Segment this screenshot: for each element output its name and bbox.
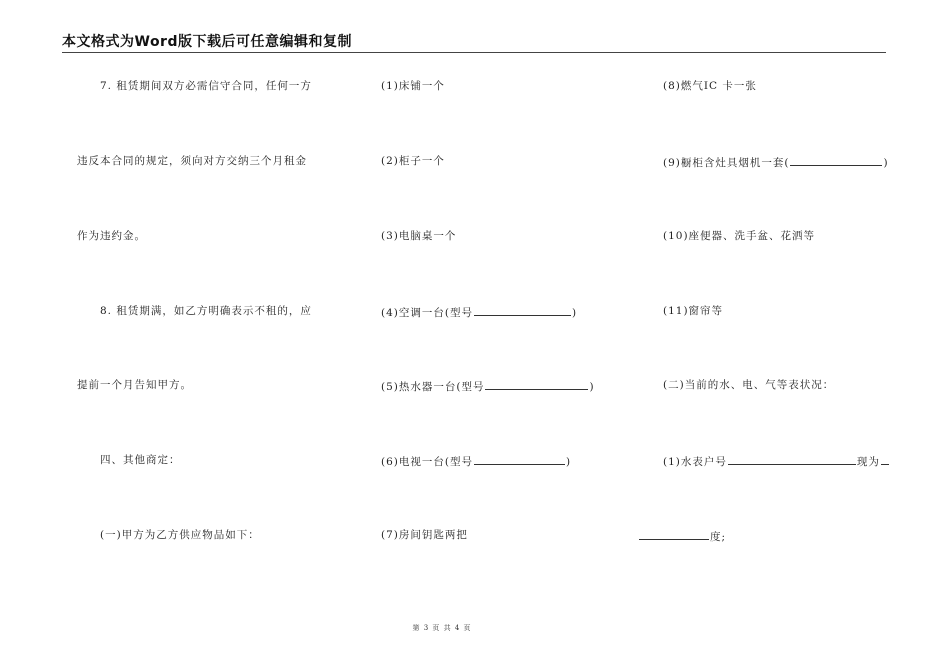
item-9-blank [790, 154, 882, 166]
section-4-sub-1: (一)甲方为乙方供应物品如下： [100, 529, 260, 541]
item-5-label: (5)热水器一台(型号 [381, 381, 485, 393]
page-number-footer: 第 3 页 共 4 页 [412, 624, 472, 632]
item-10: (10)座便器、洗手盆、花洒等 [663, 230, 816, 242]
item-9 [663, 154, 889, 170]
water-meter-line [663, 453, 890, 469]
page-header-title: 本文格式为Word版下载后可任意编辑和复制 [62, 34, 352, 50]
item-6 [381, 453, 571, 469]
item-7: (7)房间钥匙两把 [381, 529, 468, 541]
clause-7-line-2: 违反本合同的规定，须向对方交纳三个月租金 [77, 155, 307, 167]
item-6-model-blank [474, 453, 565, 465]
water-meter-unit: 度; [710, 531, 727, 543]
clause-7-line-3: 作为违约金。 [77, 230, 146, 242]
item-2: (2)柜子一个 [381, 155, 445, 167]
item-9-close: ) [883, 157, 889, 169]
clause-8-line-2: 提前一个月告知甲方。 [77, 379, 192, 391]
water-meter-label: (1)水表户号 [663, 456, 727, 468]
item-4-model-blank [474, 304, 571, 316]
item-5-close: ) [589, 381, 595, 393]
item-5-model-blank [485, 378, 588, 390]
section-2-heading: (二)当前的水、电、气等表状况： [663, 379, 835, 391]
clause-8-line-1: 8. 租赁期满，如乙方明确表示不租的，应 [100, 305, 312, 317]
section-4-heading: 四、其他商定： [100, 454, 181, 466]
item-3: (3)电脑桌一个 [381, 230, 457, 242]
water-meter-reading-blank-start [881, 453, 889, 465]
item-1: (1)床铺一个 [381, 80, 445, 92]
item-5 [381, 378, 595, 394]
clause-7-line-1: 7. 租赁期间双方必需信守合同，任何一方 [100, 80, 312, 92]
item-6-close: ) [565, 456, 572, 468]
water-meter-current-label: 现为 [856, 456, 880, 468]
item-11: (11)窗帘等 [663, 305, 724, 317]
item-4 [381, 304, 577, 320]
item-4-label: (4)空调一台(型号 [381, 307, 473, 319]
item-4-close: ) [571, 307, 578, 319]
water-meter-reading-line [638, 528, 726, 544]
item-6-label: (6)电视一台(型号 [381, 456, 473, 468]
water-meter-reading-blank [639, 528, 709, 540]
header-divider [62, 52, 886, 53]
water-meter-number-blank [728, 453, 856, 465]
item-8: (8)燃气IC 卡一张 [663, 80, 757, 92]
item-9-label: (9)橱柜含灶具烟机一套( [663, 157, 790, 169]
